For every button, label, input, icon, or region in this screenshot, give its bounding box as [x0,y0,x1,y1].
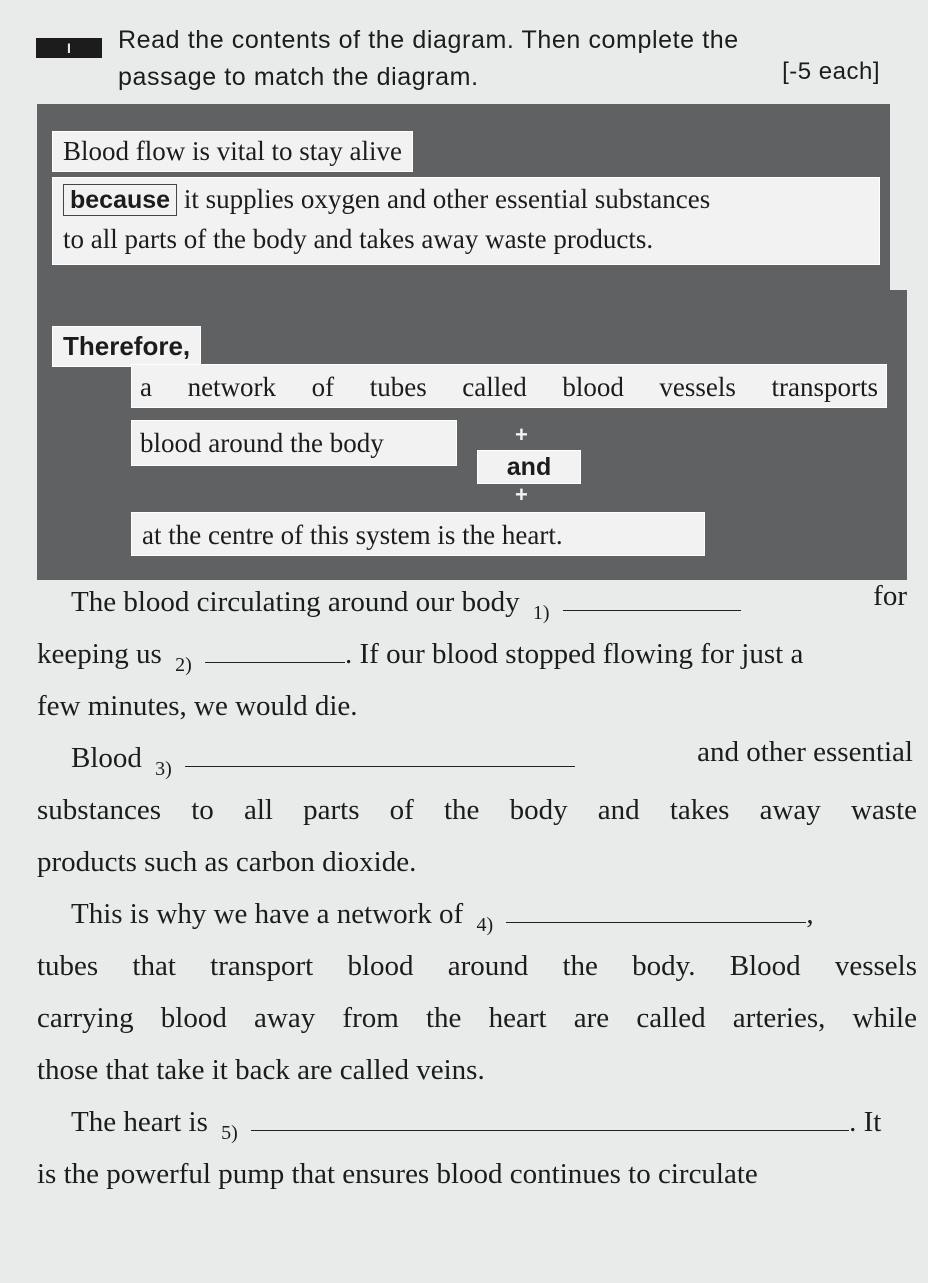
instruction-line-2: passage to match the diagram. [118,63,479,91]
because-text-2: to all parts of the body and takes away waste products. [63,224,654,254]
passage-text: is the powerful pump that ensures blood continues to circulate [37,1158,758,1190]
therefore-box: Therefore, [52,326,201,367]
question-number-2: 2) [175,654,192,676]
centre-box: at the centre of this system is the heart. [131,512,705,556]
question-number-5: 5) [221,1122,238,1144]
network-text-1: a network of tubes called blood vessels transports [140,372,878,402]
passage-line [37,1044,917,1096]
and-box: and [477,450,581,484]
instruction-line-1: Read the contents of the diagram. Then complete the [118,26,739,54]
passage-text: and other essential [697,736,913,768]
passage-line [37,1148,917,1200]
passage-text: , [806,898,814,930]
passage-text: . If our blood stopped flowing for just a [345,638,804,670]
passage-line: carrying blood away from the heart are called arteries, while [37,1002,917,1034]
passage-line [37,888,917,940]
passage-text: The heart is [71,1106,208,1138]
passage-line [37,732,917,784]
answer-blank-2[interactable] [205,636,345,663]
diagram-because-box [52,177,880,265]
question-number-4: 4) [476,914,494,936]
passage-text: products such as carbon dioxide. [37,846,417,878]
plus-sign-bottom: + [515,482,528,507]
answer-blank-3[interactable] [185,740,575,767]
passage-line [37,576,917,628]
answer-blank-4[interactable] [506,896,806,923]
passage-line [37,628,917,680]
points-label: [-5 each] [782,58,880,85]
instruction-text [118,22,888,96]
passage-line [37,836,917,888]
plus-sign-top: + [515,422,528,447]
network-box-line-2: blood around the body [131,420,457,466]
passage-text: few minutes, we would die. [37,690,358,722]
passage-text: Blood [71,742,142,774]
passage-text: those that take it back are called veins. [37,1054,485,1086]
passage-line: substances to all parts of the body and takes away waste [37,794,917,826]
passage-text: for [873,580,907,612]
diagram-panel-bottom [37,290,907,580]
question-number-3: 3) [155,758,172,780]
diagram-title-box: Blood flow is vital to stay alive [52,131,413,172]
passage-text: This is why we have a network of [71,898,464,930]
because-line-1 [63,178,869,219]
answer-blank-1[interactable] [563,584,741,611]
passage [37,576,917,1200]
diagram-panel-top [37,104,890,296]
answer-blank-5[interactable] [251,1104,849,1131]
passage-text: . It [849,1106,882,1138]
because-tag: because [63,184,177,216]
because-text-1: it supplies oxygen and other essential substances [183,184,711,214]
passage-text: The blood circulating around our body [71,586,520,618]
question-number-badge: I [36,38,102,58]
passage-line: tubes that transport blood around the body. Blood vessels [37,950,917,982]
passage-line [37,680,917,732]
network-box-line-1 [131,364,887,408]
question-number-1: 1) [532,602,550,624]
passage-line [37,1096,917,1148]
passage-text: keeping us [37,638,162,670]
